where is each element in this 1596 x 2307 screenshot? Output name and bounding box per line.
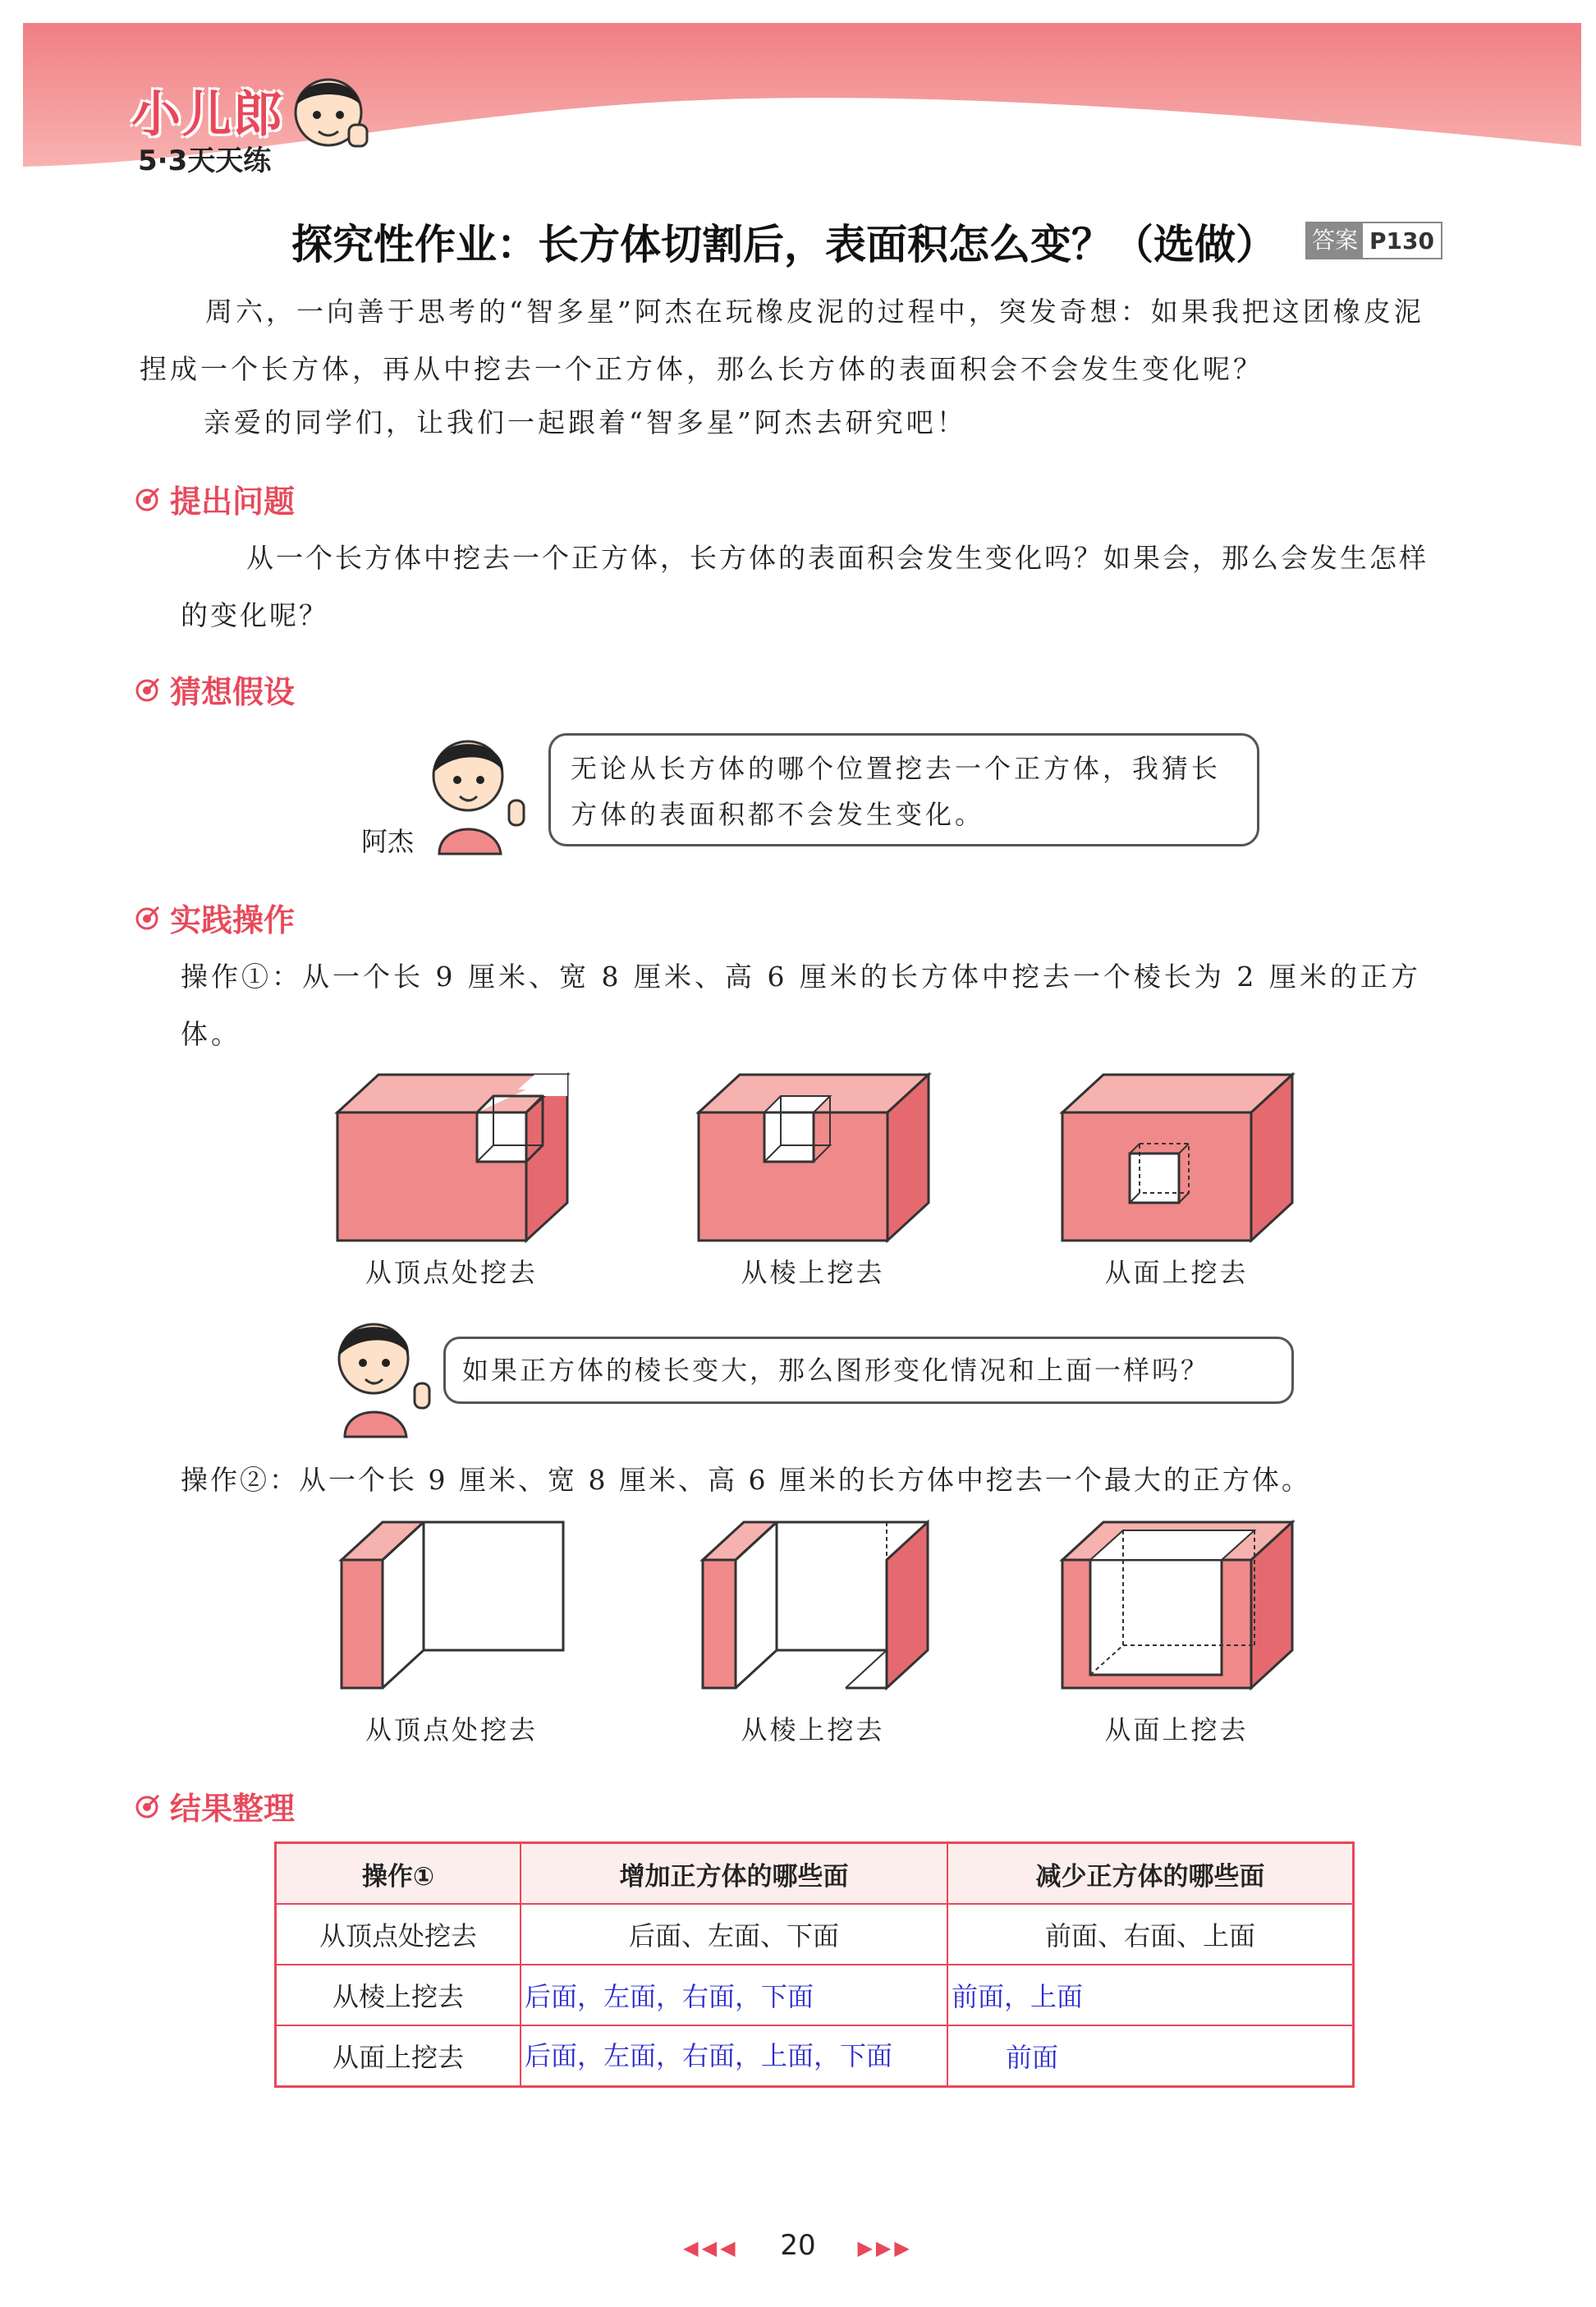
next-arrows-icon: ▶▶▶ <box>857 2236 913 2259</box>
results-table <box>274 1841 1355 2088</box>
boy-character-icon <box>415 731 538 858</box>
caption-op1-face: 从面上挖去 <box>1104 1257 1249 1288</box>
speech-bubble-hypothesis: 无论从长方体的哪个位置挖去一个正方体，我猜长方体的表面积都不会发生变化。 <box>548 733 1259 846</box>
operation-2-text: 操作②：从一个长 9 厘米、宽 8 厘米、高 6 厘米的长方体中挖去一个最大的正方体。 <box>181 1464 1311 1496</box>
section-practice-heading <box>135 895 295 940</box>
table-header-cell: 增加正方体的哪些面 <box>521 1843 947 1905</box>
table-header-cell: 操作① <box>276 1843 521 1905</box>
page-number: 20 <box>780 2229 816 2262</box>
table-cell-operation: 从顶点处挖去 <box>276 1904 521 1965</box>
figure-op1-edge <box>694 1071 932 1244</box>
caption-op2-edge: 从棱上挖去 <box>741 1714 885 1745</box>
table-header-row <box>276 1843 1354 1905</box>
table-row <box>276 2025 1354 2087</box>
target-icon <box>135 906 160 930</box>
answer-page: P130 <box>1369 227 1434 255</box>
intro-paragraph-1: 周六，一向善于思考的“智多星”阿杰在玩橡皮泥的过程中，突发奇想：如果我把这团橡皮泥捏成一个长方体，再从中挖去一个正方体，那么长方体的表面积会不会发生变化呢？ <box>140 296 1424 385</box>
answer-label: 答案 <box>1307 223 1363 258</box>
mascot-icon <box>279 67 378 166</box>
figure-op1-face <box>1057 1071 1296 1244</box>
figure-op1-vertex <box>332 1071 571 1244</box>
caption-op1-vertex: 从顶点处挖去 <box>365 1257 538 1288</box>
table-cell-operation: 从棱上挖去 <box>276 1965 521 2025</box>
target-icon <box>135 487 160 511</box>
section-practice-label: 实践操作 <box>170 902 296 938</box>
table-header-cell: 减少正方体的哪些面 <box>947 1843 1354 1905</box>
operation-1-text: 操作①：从一个长 9 厘米、宽 8 厘米、高 6 厘米的长方体中挖去一个棱长为 2 厘米的正方体。 <box>181 961 1421 1050</box>
table-cell-added-answer[interactable]: 后面，左面，右面，下面 <box>521 1965 947 2025</box>
target-icon <box>135 677 160 702</box>
speech-bubble-question: 如果正方体的棱长变大，那么图形变化情况和上面一样吗？ <box>443 1337 1294 1404</box>
boy-character-icon <box>320 1314 443 1441</box>
section-hypothesis-label: 猜想假设 <box>170 674 296 710</box>
target-icon <box>135 1794 160 1819</box>
section-question-heading <box>135 476 295 521</box>
figure-op2-face <box>1057 1519 1296 1691</box>
table-cell-removed: 前面、右面、上面 <box>947 1904 1354 1965</box>
question-text: 从一个长方体中挖去一个正方体，长方体的表面积会发生变化吗？如果会，那么会发生怎样的变化呢？ <box>181 542 1429 631</box>
caption-op2-face: 从面上挖去 <box>1104 1714 1249 1745</box>
table-cell-removed-answer[interactable]: 前面，上面 <box>947 1965 1354 2025</box>
caption-op2-vertex: 从顶点处挖去 <box>365 1714 538 1745</box>
figure-op2-vertex <box>337 1519 566 1691</box>
section-question-label: 提出问题 <box>170 484 296 520</box>
table-row <box>276 1904 1354 1965</box>
table-cell-added-answer[interactable]: 后面，左面，右面，上面，下面 <box>521 2025 947 2087</box>
table-row <box>276 1965 1354 2025</box>
figure-op2-edge <box>698 1519 932 1691</box>
page-footer <box>0 2229 1596 2262</box>
answer-tag <box>1305 222 1442 259</box>
character-name: 阿杰 <box>361 826 415 857</box>
brand-logo: 小儿郎 <box>131 86 284 144</box>
caption-op1-edge: 从棱上挖去 <box>741 1257 885 1288</box>
table-cell-removed-answer[interactable]: 前面 <box>947 2025 1354 2087</box>
section-results-heading <box>135 1783 295 1828</box>
prev-arrows-icon: ◀◀◀ <box>683 2236 739 2259</box>
section-hypothesis-heading <box>135 667 295 712</box>
table-cell-operation: 从面上挖去 <box>276 2025 521 2087</box>
intro-paragraph-2: 亲爱的同学们，让我们一起跟着“智多星”阿杰去研究吧！ <box>204 406 967 438</box>
page-title: 探究性作业：长方体切割后，表面积怎么变？（选做） <box>291 221 1277 268</box>
section-results-label: 结果整理 <box>170 1791 296 1827</box>
brand-series: 5·3天天练 <box>138 144 272 177</box>
table-cell-added: 后面、左面、下面 <box>521 1904 947 1965</box>
